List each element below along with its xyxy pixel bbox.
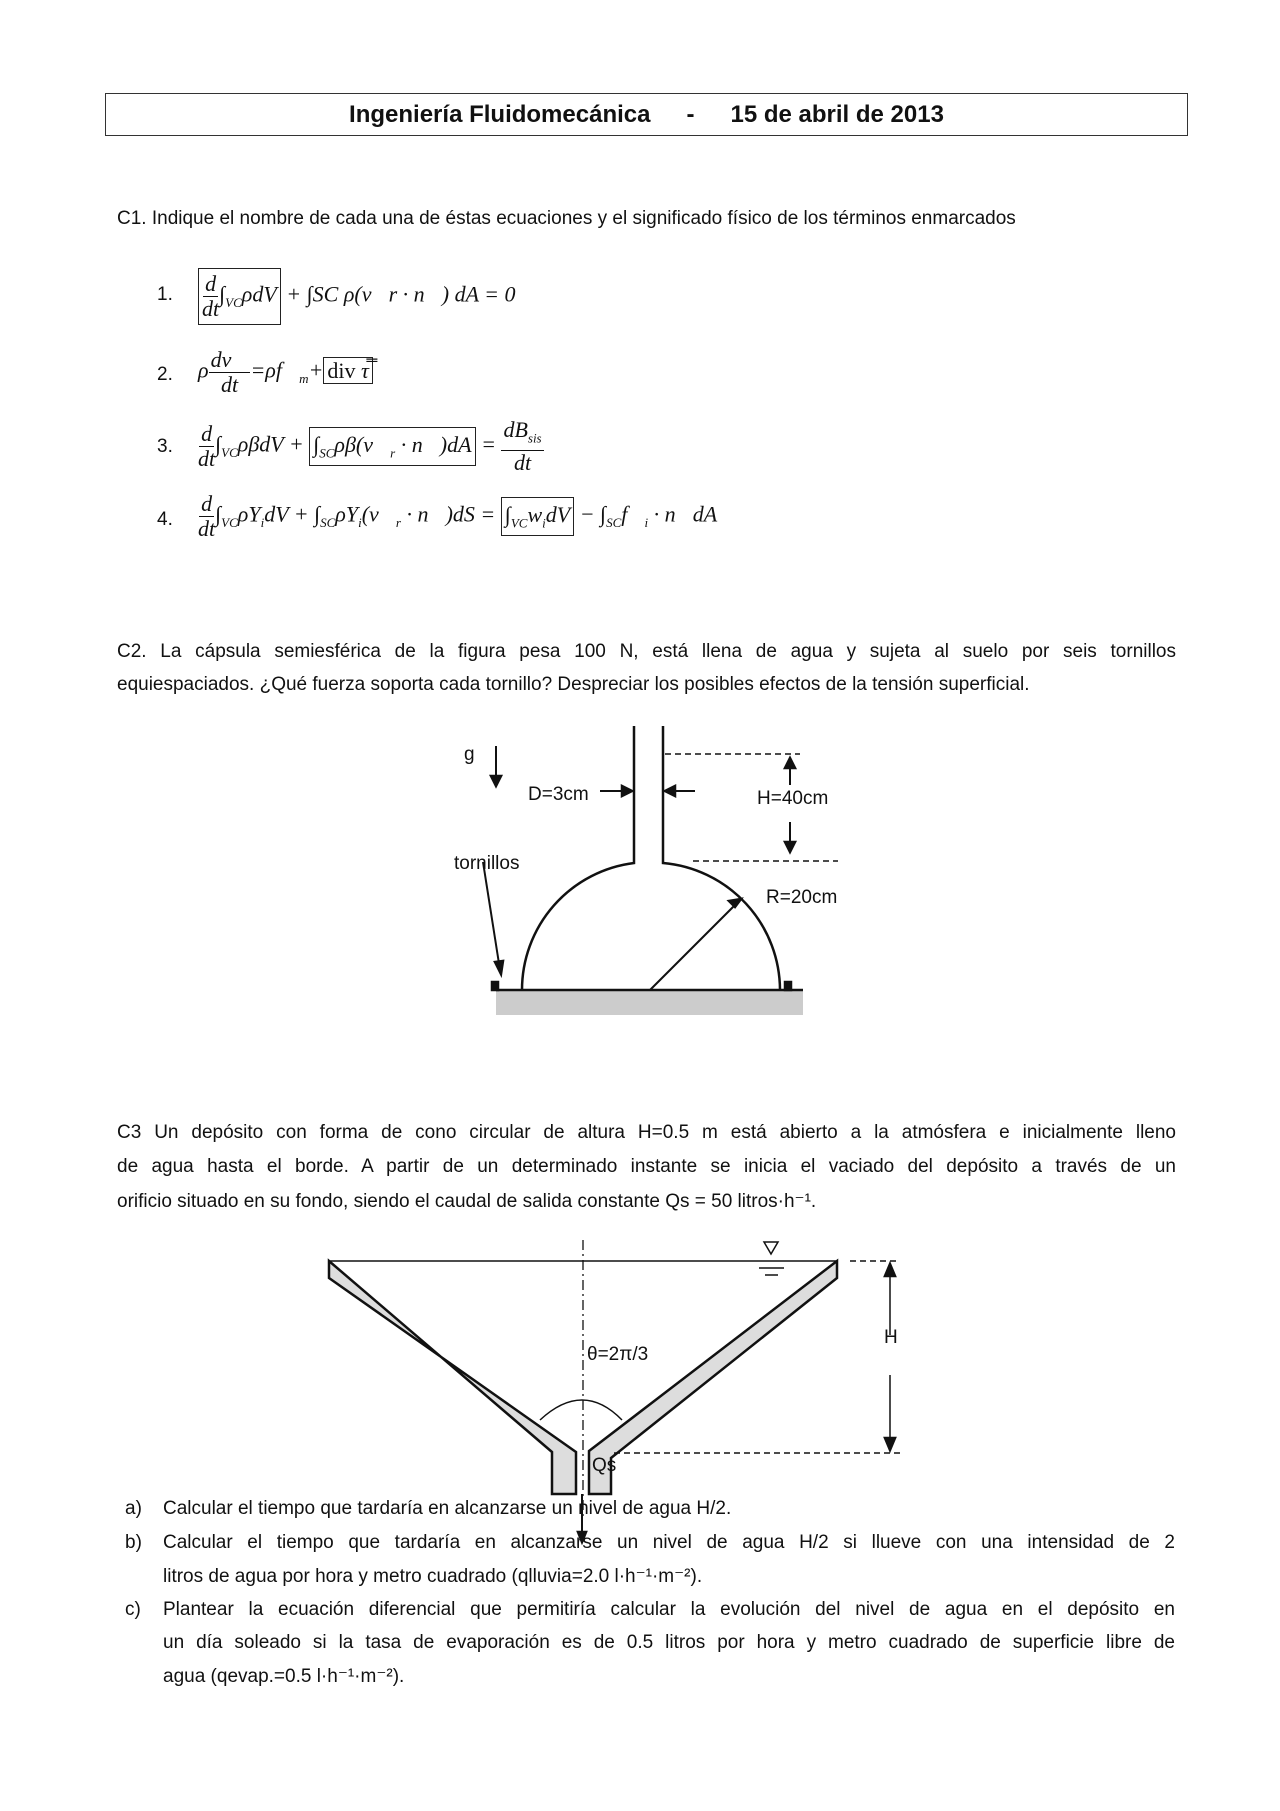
ground [496,990,803,1015]
item-b-line-2: litros de agua por hora y metro cuadrado (qlluvia=2.0 l·h⁻¹·m⁻²). [163,1566,703,1587]
outflow-label: Qs [592,1455,617,1476]
equation-1: $\frac{d}{dt}$ $\int_{VC}\rho dV + \int SC$ ρ(v⃗r · n⃗) dA = 0 [198,268,515,325]
cone-height-label: H [884,1327,898,1348]
equation-4: $\frac{d}{dt}$ $\int_{VC}\rho Y_idV$ + $\int_{SC}\rho Y_i(v⃗_r$ · n⃗)dS = $\int_{VC}w_idV$ − $\int_{SC}f⃗_i$ · n⃗dA [198,491,718,541]
bolts-label: tornillos [454,853,520,874]
item-c-line-2: un día soleado si la tasa de evaporación es de 0.5 litros por hora y metro cuadrado de superficie libre de [163,1632,1175,1653]
course-title: Ingeniería Fluidomecánica [349,100,651,128]
exam-date: 15 de abril de 2013 [730,100,944,128]
c3-line-1: C3 Un depósito con forma de cono circular de altura H=0.5 m está abierto a la atmósfera e inicialmente lleno [117,1122,1176,1143]
item-a-label: a) [125,1498,142,1519]
header-separator: - [686,100,695,128]
eq3-number: 3. [157,436,173,457]
item-b-line-1: Calcular el tiempo que tardaría en alcanzarse un nivel de agua H/2 si llueve con una intensidad de 2 [163,1532,1175,1553]
c3-line-2: de agua hasta el borde. A partir de un determinado instante se inicia el vaciado del depósito a través de un [117,1156,1176,1177]
equation-1-rest: + ∫SC ρ(v⃗r · n⃗) dA = 0 [286,281,516,307]
gravity-label: g [464,744,475,765]
bolt-right [785,982,791,990]
eq2-number: 2. [157,364,173,385]
eq1-number: 1. [157,284,173,305]
diameter-label: D=3cm [528,784,589,805]
bolt-left [492,982,498,990]
height-label: H=40cm [757,788,829,809]
angle-label: θ=2π/3 [587,1344,649,1365]
c2-line-2: equiespaciados. ¿Qué fuerza soporta cada tornillo? Despreciar los posibles efectos de la tensión superficial. [117,674,1030,695]
equation-3: $\frac{d}{dt}$ $\int_{VC}\rho\beta dV$ + $\int_{SC}\rho\beta(v⃗_r$ · n⃗)dA = $\frac{dB_{sis}}{dt}$ [198,417,542,476]
c2-line-1: C2. La cápsula semiesférica de la figura pesa 100 N, está llena de agua y sujeta al suelo por seis tornillos [117,641,1176,662]
equation-2: ρ $\frac{dv⃗}{dt}$ $=\rho f⃗_m+$ div τ̿ [198,348,373,397]
item-c-label: c) [125,1599,141,1620]
radius-label: R=20cm [766,887,838,908]
radius-line [650,899,741,990]
hemisphere-figure [483,726,838,1015]
c1-question: C1. Indique el nombre de cada una de éstas ecuaciones y el significado físico de los términos enmarcados [117,208,1016,229]
c3-line-3: orificio situado en su fondo, siendo el caudal de salida constante Qs = 50 litros·h⁻¹. [117,1191,817,1212]
item-b-label: b) [125,1532,142,1553]
eq4-number: 4. [157,509,173,530]
item-c-line-1: Plantear la ecuación diferencial que permitiría calcular la evolución del nivel de agua en el depósito en [163,1599,1175,1620]
item-a-line-1: Calcular el tiempo que tardaría en alcanzarse un nivel de agua H/2. [163,1498,732,1519]
item-c-line-3: agua (qevap.=0.5 l·h⁻¹·m⁻²). [163,1666,405,1687]
